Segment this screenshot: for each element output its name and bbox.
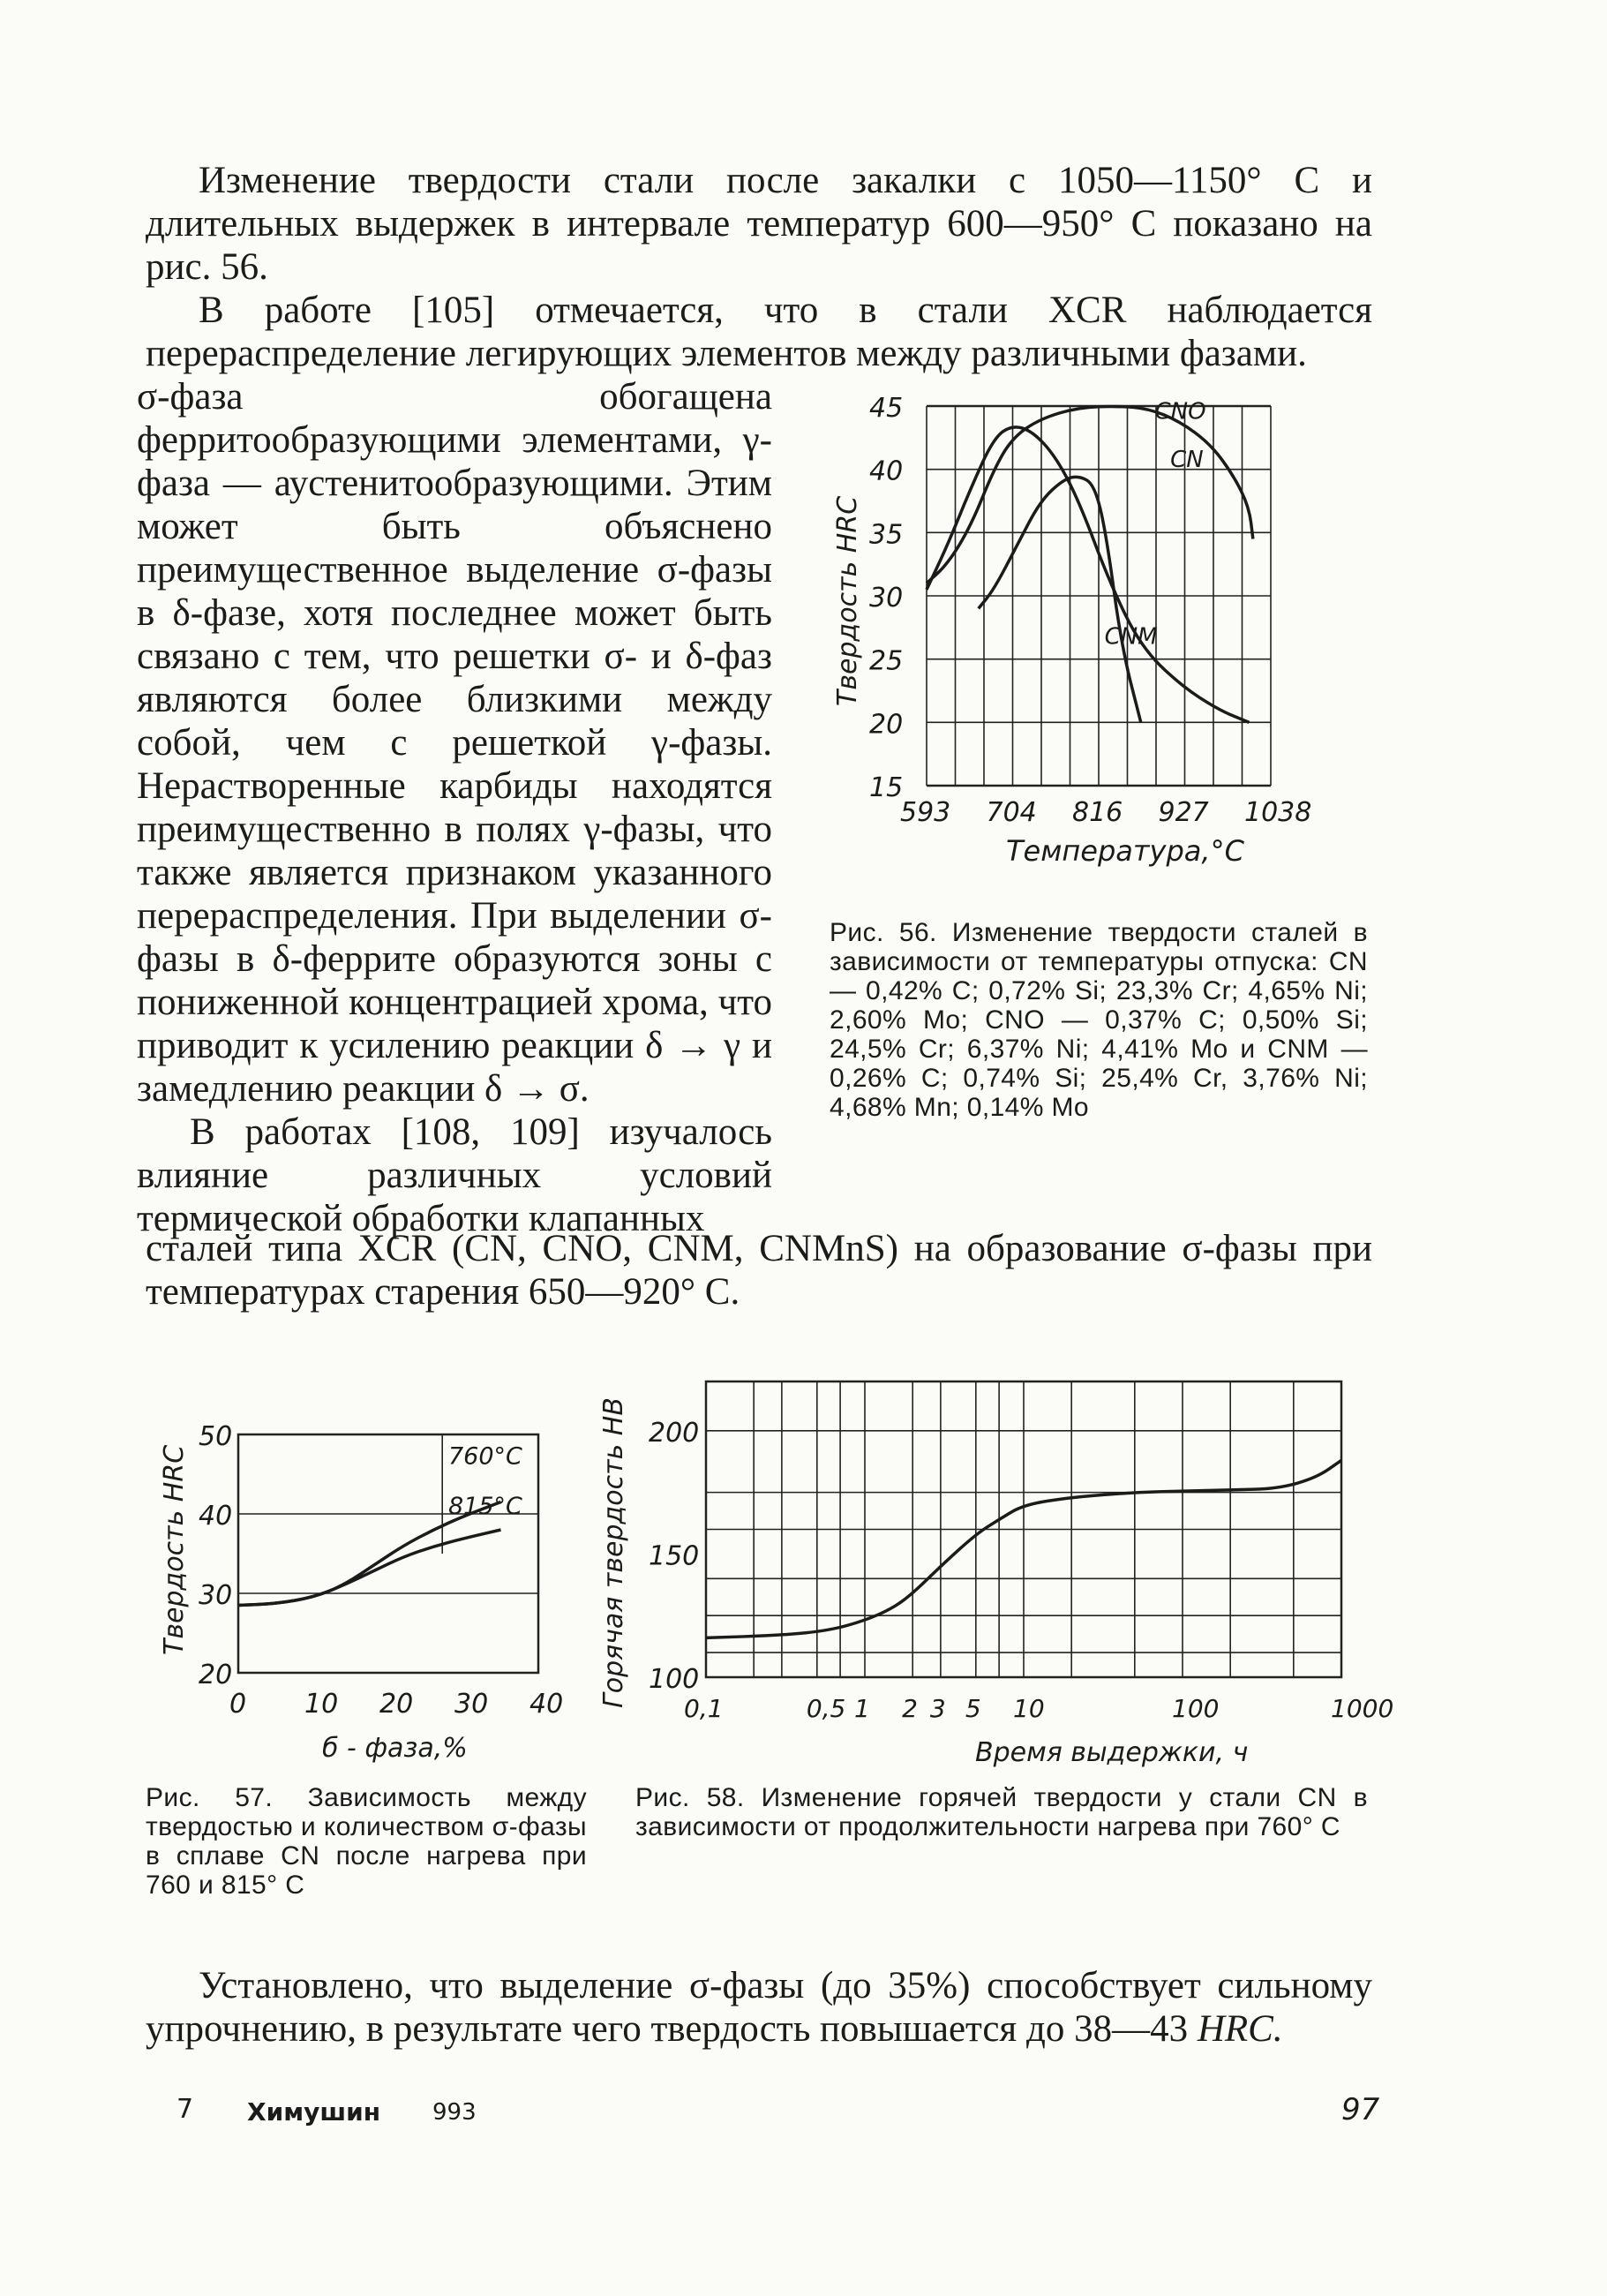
legend-label-760c: 760°C [448, 1442, 522, 1471]
y-tick-label: 40 [869, 455, 904, 487]
x-tick-label: 40 [529, 1689, 564, 1720]
chart-fig57 [154, 1408, 578, 1764]
footer-sheet-number: 7 [176, 2094, 194, 2125]
y-tick-label: 40 [199, 1501, 233, 1532]
y-tick-label: 20 [199, 1660, 233, 1690]
x-tick-label: 1038 [1244, 797, 1312, 828]
x-tick-label: 816 [1072, 797, 1123, 828]
continued-text [146, 1227, 1372, 1314]
intro-paragraph-2: В работе [105] отмечается, что в стали XCR наблюдается перераспределение легирующих элементов между различными фазами. [146, 290, 1372, 374]
series-line-cno [927, 406, 1253, 583]
x-tick-label: 20 [379, 1689, 414, 1720]
y-tick-label: 200 [649, 1417, 700, 1449]
intro-paragraph-1: Изменение твердости стали после закалки с 1050—1150° С и длительных выдержек в интервале температур 600—950° С показано на рис. 56. [146, 160, 1372, 288]
continued-paragraph: сталей типа XCR (CN, CNO, CNM, CNMnS) на образование σ-фазы при температурах старения 650—920° С. [146, 1228, 1372, 1313]
y-tick-label: 30 [199, 1580, 233, 1611]
caption-fig56-text: Рис. 56. Изменение твердости сталей в зависимости от температуры отпуска: CN — 0,42% С; 0,72% Si; 23,3% Cr; 4,65% Ni; 2,60% Mo; CNO — 0,37% С; 0,50% Si; 24,5% Cr; 6,37% Ni; 4,41% Mo и CNM — 0,26% С; 0,74% Si; 25,4% Cr, 3,76% Ni; 4,68% Mn; 0,14% Mo [830, 918, 1368, 1122]
x-tick-label: 100 [1172, 1694, 1220, 1723]
y-tick-label: 150 [649, 1540, 700, 1572]
conclusion-unit: HRC. [1197, 2008, 1283, 2050]
chart-fig56 [816, 384, 1372, 896]
x-tick-label: 30 [454, 1689, 489, 1720]
wrapped-paragraph-3: σ-фаза обогащена ферритообразующими элементами, γ-фаза — аустенитообразующими. Этим может быть объяснено преимущественное выделение σ-фазы в δ-фазе, хотя последнее может быть связано с тем, что решетки σ- и δ-фаз являются более близкими между собой, чем с решеткой γ-фазы. Нерастворенные карбиды находятся преимущественно в полях γ-фазы, что также является признаком указанного перераспределения. При выделении σ-фазы в δ-феррите образуются зоны с пониженной концентрацией хрома, что приводит к усилению реакции δ → γ и замедлению реакции δ → σ. [137, 376, 772, 1110]
y-tick-label: 45 [869, 393, 904, 424]
plot-frame [238, 1434, 538, 1673]
x-tick-label: 927 [1158, 797, 1209, 828]
series-line-cnm [979, 477, 1141, 722]
caption-fig58 [635, 1783, 1368, 1841]
y-tick-label: 30 [869, 583, 904, 614]
page-number: 97 [1341, 2092, 1380, 2127]
x-tick-label: 1 [854, 1694, 870, 1723]
conclusion [146, 1964, 1372, 2051]
y-tick-label: 15 [869, 772, 904, 803]
x-tick-label: 0,1 [684, 1694, 724, 1723]
x-tick-label: 0 [229, 1689, 247, 1720]
y-tick-label: 25 [869, 645, 904, 677]
chart-fig58 [582, 1364, 1394, 1768]
x-tick-label: 1000 [1331, 1694, 1394, 1723]
x-tick-label: 5 [965, 1694, 981, 1723]
y-tick-label: 35 [869, 519, 904, 551]
caption-fig58-text: Рис. 58. Изменение горячей твердости у стали CN в зависимости от продолжительности нагрева при 760° С [635, 1783, 1368, 1841]
y-axis-label: Твердость HRC [832, 495, 863, 706]
wrapped-paragraph-4: В работах [108, 109] изучалось влияние различных условий термической обработки клапанных [137, 1111, 772, 1239]
legend-label-cnm: CNM [1104, 623, 1158, 651]
conclusion-text: Установлено, что выделение σ-фазы (до 35%) способствует сильному упрочнению, в результате чего твердость повышается до 38—43 [146, 1965, 1372, 2050]
footer-order: 993 [432, 2099, 477, 2126]
x-tick-label: 3 [929, 1694, 946, 1723]
y-tick-label: 20 [869, 709, 904, 741]
caption-fig57 [146, 1783, 587, 1900]
x-tick-label: 10 [1013, 1694, 1045, 1723]
wrapped-text [137, 375, 772, 1240]
x-tick-label: 0,5 [806, 1694, 846, 1723]
x-axis-label: Время выдержки, ч [975, 1737, 1249, 1768]
caption-fig56 [830, 918, 1368, 1122]
x-tick-label: 593 [900, 797, 951, 828]
x-tick-label: 704 [986, 797, 1037, 828]
x-tick-label: 10 [304, 1689, 339, 1720]
x-axis-label: Температура,°C [1006, 834, 1244, 868]
x-axis-label: б - фаза,% [322, 1733, 468, 1764]
y-axis-label: Твердость HRC [159, 1444, 190, 1655]
legend-label-cno: CNO [1154, 398, 1206, 425]
legend-label-815c: 815°C [448, 1493, 522, 1520]
caption-fig57-text: Рис. 57. Зависимость между твердостью и количеством σ-фазы в сплаве CN после нагрева при 760 и 815° С [146, 1783, 587, 1900]
x-tick-label: 2 [902, 1694, 919, 1723]
intro-text [146, 159, 1372, 375]
legend-label-cn: CN [1170, 446, 1204, 473]
y-axis-label: Горячая твердость HB [598, 1397, 629, 1708]
footer-author: Химушин [247, 2097, 381, 2127]
y-tick-label: 100 [649, 1664, 700, 1695]
y-tick-label: 50 [199, 1421, 233, 1452]
